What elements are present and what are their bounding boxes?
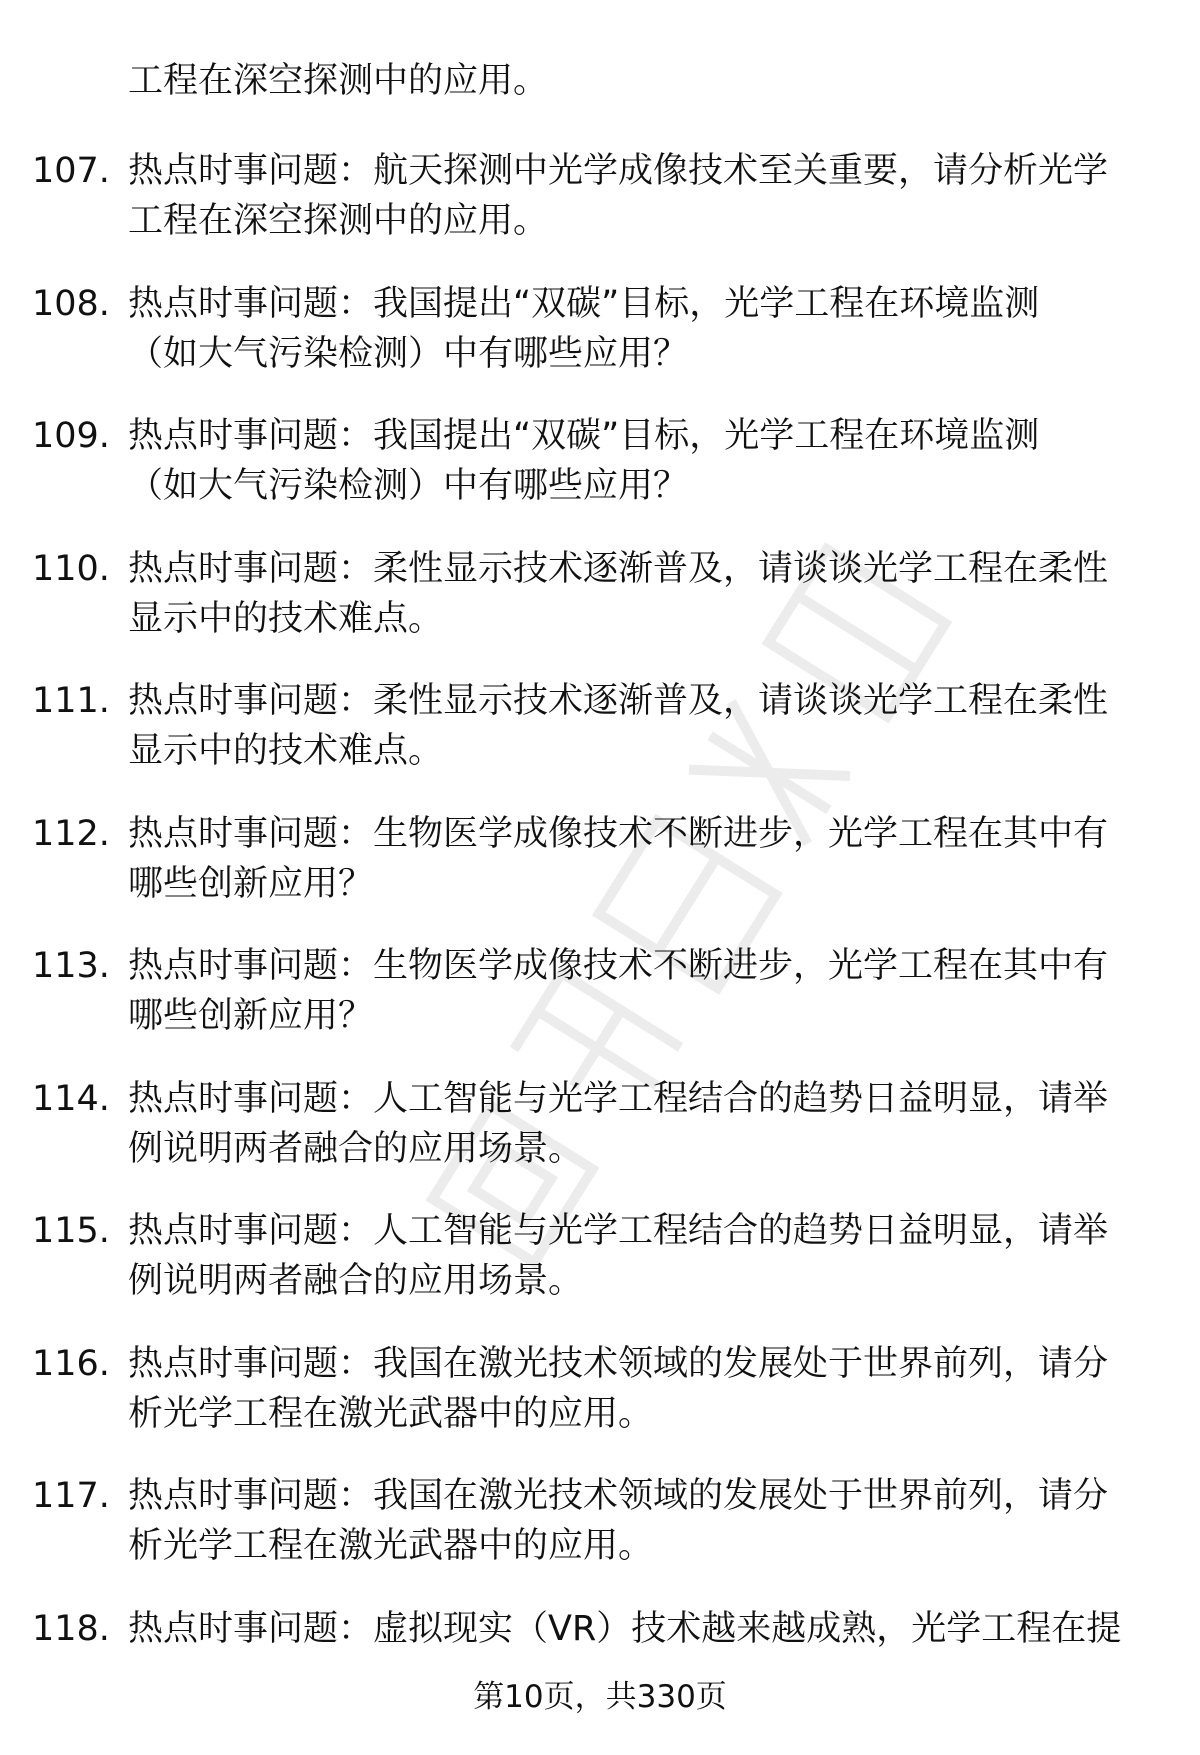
question-text-line: 热点时事问题：生物医学成像技术不断进步，光学工程在其中有 <box>128 946 1109 986</box>
question-number: 110. <box>32 548 110 589</box>
question-text-line: 热点时事问题：我国在激光技术领域的发展处于世界前列，请分 <box>128 1343 1109 1384</box>
question-text <box>128 1206 1178 1306</box>
question-text <box>128 411 1178 511</box>
question-text <box>128 1074 1178 1174</box>
question-number: 116. <box>32 1343 110 1384</box>
question-text-line: 热点时事问题：人工智能与光学工程结合的趋势日益明显，请举 <box>128 1078 1109 1119</box>
question-text-line: 显示中的技术难点。 <box>128 598 444 639</box>
question-text-line: 热点时事问题：人工智能与光学工程结合的趋势日益明显，请举 <box>128 1211 1109 1251</box>
page-footer: 第10页，共330页 <box>473 1679 727 1715</box>
question-text <box>128 676 1178 776</box>
question-text-line: 哪些创新应用？ <box>128 996 374 1036</box>
question-number: 115. <box>32 1211 110 1251</box>
question-number: 113. <box>32 946 110 986</box>
question-text-line: 析光学工程在激光武器中的应用。 <box>128 1393 654 1434</box>
question-item <box>32 809 1172 942</box>
question-text-line: 例说明两者融合的应用场景。 <box>128 1261 584 1301</box>
question-item <box>32 941 1172 1074</box>
question-item <box>32 544 1172 677</box>
question-item <box>32 1206 1172 1339</box>
question-text-line: 热点时事问题：航天探测中光学成像技术至关重要，请分析光学 <box>128 151 1109 191</box>
question-list <box>32 146 1172 1736</box>
question-number: 118. <box>32 1608 110 1649</box>
question-text-line: 热点时事问题：我国在激光技术领域的发展处于世界前列，请分 <box>128 1476 1109 1516</box>
question-number: 112. <box>32 813 110 854</box>
question-text-line: （如大气污染检测）中有哪些应用？ <box>128 333 689 374</box>
question-text-line: 热点时事问题：我国提出“双碳”目标，光学工程在环境监测 <box>128 416 1040 456</box>
question-text <box>128 1471 1178 1571</box>
question-item <box>32 1339 1172 1472</box>
question-text-line: 显示中的技术难点。 <box>128 731 444 771</box>
question-text <box>128 1339 1178 1439</box>
question-text <box>128 544 1178 644</box>
question-text-line: 热点时事问题：柔性显示技术逐渐普及，请谈谈光学工程在柔性 <box>128 681 1109 721</box>
question-text <box>128 941 1178 1041</box>
question-text-line: 析光学工程在激光武器中的应用。 <box>128 1526 654 1566</box>
question-number: 114. <box>32 1078 110 1119</box>
question-number: 109. <box>32 416 110 456</box>
question-text-line: 工程在深空探测中的应用。 <box>128 201 549 241</box>
question-item <box>32 676 1172 809</box>
question-text-line: 热点时事问题：我国提出“双碳”目标，光学工程在环境监测 <box>128 283 1040 324</box>
question-text-line: 哪些创新应用？ <box>128 863 374 904</box>
question-item <box>32 411 1172 544</box>
question-text-line: 例说明两者融合的应用场景。 <box>128 1128 584 1169</box>
question-item <box>32 146 1172 279</box>
question-text <box>128 146 1178 246</box>
question-number: 107. <box>32 151 110 191</box>
continuation-line: 工程在深空探测中的应用。 <box>128 61 549 101</box>
question-number: 117. <box>32 1476 110 1516</box>
question-text <box>128 809 1178 909</box>
question-number: 108. <box>32 283 110 324</box>
question-text-line: 热点时事问题：虚拟现实（VR）技术越来越成熟，光学工程在提 <box>128 1608 1122 1649</box>
question-item <box>32 279 1172 412</box>
question-text <box>128 1604 1178 1654</box>
question-text-line: 热点时事问题：柔性显示技术逐渐普及，请谈谈光学工程在柔性 <box>128 548 1109 589</box>
question-text-line: 热点时事问题：生物医学成像技术不断进步，光学工程在其中有 <box>128 813 1109 854</box>
question-item <box>32 1074 1172 1207</box>
question-text-line: （如大气污染检测）中有哪些应用？ <box>128 466 689 506</box>
question-number: 111. <box>32 681 110 721</box>
question-text <box>128 279 1178 379</box>
question-item <box>32 1471 1172 1604</box>
